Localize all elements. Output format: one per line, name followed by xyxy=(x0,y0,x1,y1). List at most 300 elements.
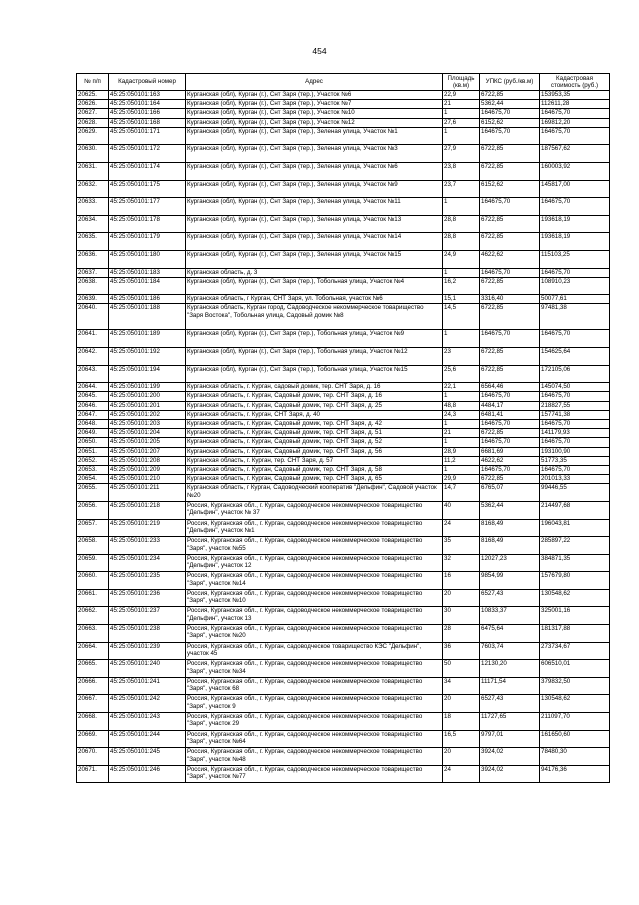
cell-cadastral-number: 45:25:050101:244 xyxy=(109,730,186,748)
cell-row-number: 20647. xyxy=(77,410,109,419)
cell-cadastral-cost: 130548,62 xyxy=(540,589,610,607)
cell-row-number: 20653. xyxy=(77,465,109,474)
cell-upks: 6722,85 xyxy=(480,91,540,100)
table-row xyxy=(77,304,610,330)
cell-row-number: 20661. xyxy=(77,589,109,607)
cell-area: 18 xyxy=(443,713,480,731)
cell-address: Россия, Курганская обл., г. Курган, садоводческое некоммерческое товарищество "Заря", участок 9 xyxy=(186,695,443,713)
cell-upks: 164675,70 xyxy=(480,392,540,401)
cell-row-number: 20637. xyxy=(77,268,109,277)
cell-area: 23,8 xyxy=(443,162,480,180)
cell-address: Курганская (обл), Курган (г.), Снт Заря (тер.), Тобольная улица, Участок №9 xyxy=(186,330,443,348)
cell-area: 35 xyxy=(443,537,480,555)
cell-address: Россия, Курганская обл., г. Курган, садоводческое некоммерческое товарищество "Заря", участок №10 xyxy=(186,589,443,607)
cell-area: 16 xyxy=(443,572,480,590)
cell-area: 28 xyxy=(443,625,480,643)
cell-cadastral-number: 45:25:050101:171 xyxy=(109,127,186,145)
cell-cadastral-cost: 164675,70 xyxy=(540,268,610,277)
cell-row-number: 20642. xyxy=(77,348,109,366)
cell-row-number: 20660. xyxy=(77,572,109,590)
table-row xyxy=(77,589,610,607)
cell-cadastral-number: 45:25:050101:233 xyxy=(109,537,186,555)
table-row xyxy=(77,660,610,678)
cell-upks: 164675,70 xyxy=(480,330,540,348)
table-row xyxy=(77,677,610,695)
cell-address: Россия, Курганская обл., г. Курган, садоводческое некоммерческое товарищество "Дельфин", участок № 37 xyxy=(186,501,443,519)
cell-cadastral-cost: 141179,93 xyxy=(540,429,610,438)
table-row xyxy=(77,180,610,198)
cell-area: 1 xyxy=(443,465,480,474)
cell-upks: 6527,43 xyxy=(480,695,540,713)
cell-area: 27,6 xyxy=(443,118,480,127)
cell-cadastral-number: 45:25:050101:239 xyxy=(109,642,186,660)
table-row xyxy=(77,607,610,625)
cell-address: Курганская (обл), Курган (г.), Снт Заря (тер.), Зеленая улица, Участок №14 xyxy=(186,233,443,251)
cell-cadastral-cost: 97481,38 xyxy=(540,304,610,330)
cell-address: Россия, Курганская обл., г. Курган, садоводческое некоммерческое товарищество "Заря", участок №77 xyxy=(186,765,443,783)
table-row xyxy=(77,410,610,419)
cell-area: 1 xyxy=(443,420,480,429)
cell-cadastral-cost: 325001,16 xyxy=(540,607,610,625)
table-row xyxy=(77,484,610,502)
cell-address: Курганская область, Курган город, Садоводческое некоммерческое товарищество "Заря Востока", Тобольная улица, Садовый домик №8 xyxy=(186,304,443,330)
cell-address: Курганская область, г. Курган, Садовый домик, тер. СНТ Заря, д. 42 xyxy=(186,420,443,429)
cell-row-number: 20641. xyxy=(77,330,109,348)
cell-cadastral-cost: 153953,35 xyxy=(540,91,610,100)
cell-cadastral-number: 45:25:050101:245 xyxy=(109,748,186,766)
cell-upks: 5362,44 xyxy=(480,501,540,519)
cell-area: 14,5 xyxy=(443,304,480,330)
cell-cadastral-cost: 112611,28 xyxy=(540,100,610,109)
cell-row-number: 20627. xyxy=(77,109,109,118)
cell-upks: 164675,70 xyxy=(480,438,540,447)
cell-address: Россия, Курганская обл., г. Курган, садоводческое товарищество КЭС "Дельфин", участок 45 xyxy=(186,642,443,660)
cell-cadastral-number: 45:25:050101:175 xyxy=(109,180,186,198)
cell-cadastral-number: 45:25:050101:183 xyxy=(109,268,186,277)
cell-area: 16,5 xyxy=(443,730,480,748)
cell-upks: 8168,49 xyxy=(480,537,540,555)
cell-cadastral-number: 45:25:050101:203 xyxy=(109,420,186,429)
cell-upks: 164675,70 xyxy=(480,268,540,277)
cell-cadastral-cost: 157741,38 xyxy=(540,410,610,419)
cell-upks: 164675,70 xyxy=(480,109,540,118)
table-row xyxy=(77,519,610,537)
table-row xyxy=(77,713,610,731)
cell-cadastral-cost: 379832,50 xyxy=(540,677,610,695)
cell-cadastral-number: 45:25:050101:219 xyxy=(109,519,186,537)
cell-row-number: 20630. xyxy=(77,145,109,163)
cell-row-number: 20663. xyxy=(77,625,109,643)
cell-cadastral-cost: 50077,61 xyxy=(540,295,610,304)
cell-cadastral-cost: 164675,70 xyxy=(540,420,610,429)
cell-cadastral-number: 45:25:050101:180 xyxy=(109,250,186,268)
table-row xyxy=(77,268,610,277)
cell-cadastral-cost: 218827,55 xyxy=(540,401,610,410)
cell-address: Курганская область, г. Курган, Садовый домик, тер. СНТ Заря, д. 56 xyxy=(186,447,443,456)
cell-area: 22,9 xyxy=(443,91,480,100)
cell-address: Курганская (обл), Курган (г.), Снт Заря (тер.), Зеленая улица, Участок №15 xyxy=(186,250,443,268)
cell-cadastral-cost: 169812,20 xyxy=(540,118,610,127)
table-row xyxy=(77,465,610,474)
cell-area: 40 xyxy=(443,501,480,519)
table-row xyxy=(77,475,610,484)
cell-address: Курганская (обл), Курган (г.), Снт Заря (тер.), Зеленая улица, Участок №1 xyxy=(186,127,443,145)
cell-upks: 6722,85 xyxy=(480,429,540,438)
table-header-row xyxy=(77,74,610,91)
cell-cadastral-number: 45:25:050101:163 xyxy=(109,91,186,100)
cell-address: Курганская (обл), Курган (г.), Снт Заря (тер.), Зеленая улица, Участок №3 xyxy=(186,145,443,163)
header-num: № п/п xyxy=(77,74,109,91)
cell-area: 28,8 xyxy=(443,233,480,251)
cell-upks: 6722,85 xyxy=(480,233,540,251)
cell-area: 28,8 xyxy=(443,215,480,233)
cell-area: 20 xyxy=(443,748,480,766)
cell-address: Курганская (обл), Курган (г.), Снт Заря (тер.), Зеленая улица, Участок №6 xyxy=(186,162,443,180)
cell-cadastral-number: 45:25:050101:168 xyxy=(109,118,186,127)
cell-cadastral-cost: 187567,62 xyxy=(540,145,610,163)
cell-row-number: 20655. xyxy=(77,484,109,502)
cell-address: Курганская (обл), Курган (г.), Снт Заря (тер.), Участок №12 xyxy=(186,118,443,127)
cell-cadastral-number: 45:25:050101:242 xyxy=(109,695,186,713)
cell-area: 36 xyxy=(443,642,480,660)
cell-area: 25,6 xyxy=(443,365,480,383)
cell-address: Россия, Курганская обл., г. Курган, садоводческое некоммерческое товарищество "Дельфин", участок №1 xyxy=(186,519,443,537)
cell-cadastral-cost: 211097,70 xyxy=(540,713,610,731)
cell-row-number: 20649. xyxy=(77,429,109,438)
cell-area: 28,9 xyxy=(443,447,480,456)
cell-cadastral-number: 45:25:050101:207 xyxy=(109,447,186,456)
cell-row-number: 20643. xyxy=(77,365,109,383)
cell-cadastral-number: 45:25:050101:209 xyxy=(109,465,186,474)
cell-cadastral-cost: 201013,33 xyxy=(540,475,610,484)
cell-upks: 11727,65 xyxy=(480,713,540,731)
cell-cadastral-cost: 51773,35 xyxy=(540,456,610,465)
cell-cadastral-number: 45:25:050101:236 xyxy=(109,589,186,607)
cell-upks: 4622,62 xyxy=(480,250,540,268)
table-row xyxy=(77,572,610,590)
header-cadastral: Кадастровый номер xyxy=(109,74,186,91)
cell-cadastral-cost: 164675,70 xyxy=(540,330,610,348)
table-row xyxy=(77,554,610,572)
cell-address: Курганская область, г. Курган, садовый домик, тер. СНТ Заря, д. 16 xyxy=(186,383,443,392)
cell-cadastral-cost: 157679,80 xyxy=(540,572,610,590)
cell-cadastral-cost: 161650,60 xyxy=(540,730,610,748)
cell-cadastral-number: 45:25:050101:218 xyxy=(109,501,186,519)
cell-upks: 6722,85 xyxy=(480,145,540,163)
cell-address: Россия, Курганская обл., г. Курган, садоводческое некоммерческое товарищество "Заря", участок №48 xyxy=(186,748,443,766)
table-row xyxy=(77,118,610,127)
cell-address: Россия, Курганская обл., г. Курган, садоводческое некоммерческое товарищество "Заря", участок 68 xyxy=(186,677,443,695)
cell-cadastral-cost: 164675,70 xyxy=(540,109,610,118)
cell-cadastral-cost: 193618,19 xyxy=(540,233,610,251)
cell-upks: 6527,43 xyxy=(480,589,540,607)
cell-upks: 6475,64 xyxy=(480,625,540,643)
cell-upks: 7603,74 xyxy=(480,642,540,660)
cell-area: 21 xyxy=(443,100,480,109)
cell-row-number: 20625. xyxy=(77,91,109,100)
cell-cadastral-cost: 164675,70 xyxy=(540,465,610,474)
cell-upks: 164675,70 xyxy=(480,198,540,216)
cell-cadastral-cost: 164675,70 xyxy=(540,127,610,145)
cell-cadastral-number: 45:25:050101:208 xyxy=(109,456,186,465)
cell-row-number: 20666. xyxy=(77,677,109,695)
cell-cadastral-cost: 196043,81 xyxy=(540,519,610,537)
cell-cadastral-cost: 164675,70 xyxy=(540,198,610,216)
cell-area: 29,9 xyxy=(443,475,480,484)
cell-cadastral-number: 45:25:050101:202 xyxy=(109,410,186,419)
cell-cadastral-cost: 384871,35 xyxy=(540,554,610,572)
table-row xyxy=(77,429,610,438)
cell-area: 50 xyxy=(443,660,480,678)
cell-address: Курганская (обл), Курган (г.), Снт Заря (тер.), Участок №7 xyxy=(186,100,443,109)
cell-address: Курганская область, г. Курган, Садовый домик, тер. СНТ Заря, д. 52 xyxy=(186,438,443,447)
cell-area: 20 xyxy=(443,695,480,713)
cell-upks: 164675,70 xyxy=(480,420,540,429)
table-row xyxy=(77,145,610,163)
cell-cadastral-number: 45:25:050101:194 xyxy=(109,365,186,383)
cell-row-number: 20639. xyxy=(77,295,109,304)
cell-address: Курганская область, г. Курган, Садовый домик, тер. СНТ Заря, д. 16 xyxy=(186,392,443,401)
cell-area: 16,2 xyxy=(443,277,480,295)
cell-cadastral-number: 45:25:050101:192 xyxy=(109,348,186,366)
table-row xyxy=(77,127,610,145)
cell-row-number: 20669. xyxy=(77,730,109,748)
table-row xyxy=(77,277,610,295)
table-row xyxy=(77,100,610,109)
cell-cadastral-number: 45:25:050101:205 xyxy=(109,438,186,447)
cell-upks: 6722,85 xyxy=(480,162,540,180)
cell-row-number: 20632. xyxy=(77,180,109,198)
cell-row-number: 20659. xyxy=(77,554,109,572)
cell-cadastral-cost: 214497,68 xyxy=(540,501,610,519)
cell-address: Курганская (обл), Курган (г.), Снт Заря (тер.), Зеленая улица, Участок №9 xyxy=(186,180,443,198)
cell-upks: 6722,85 xyxy=(480,304,540,330)
cell-row-number: 20634. xyxy=(77,215,109,233)
cell-upks: 6564,46 xyxy=(480,383,540,392)
table-row xyxy=(77,401,610,410)
cell-row-number: 20662. xyxy=(77,607,109,625)
cell-row-number: 20650. xyxy=(77,438,109,447)
cell-area: 23,7 xyxy=(443,180,480,198)
cell-address: Курганская область, г. Курган, Садовый домик, тер. СНТ Заря, д. 65 xyxy=(186,475,443,484)
table-row xyxy=(77,625,610,643)
table-row xyxy=(77,438,610,447)
table-row xyxy=(77,365,610,383)
cell-cadastral-number: 45:25:050101:240 xyxy=(109,660,186,678)
header-cost: Кадастровая стоимость (руб.) xyxy=(540,74,610,91)
cell-address: Россия, Курганская обл., г. Курган, садоводческое некоммерческое товарищество "Заря", участок №20 xyxy=(186,625,443,643)
cell-cadastral-number: 45:25:050101:241 xyxy=(109,677,186,695)
cell-row-number: 20652. xyxy=(77,456,109,465)
cell-row-number: 20657. xyxy=(77,519,109,537)
cell-area: 1 xyxy=(443,438,480,447)
cell-address: Курганская (обл), Курган (г.), Снт Заря (тер.), Тобольная улица, Участок №4 xyxy=(186,277,443,295)
cell-address: Курганская область, д. 3 xyxy=(186,268,443,277)
header-upks: УПКС (руб./кв.м) xyxy=(480,74,540,91)
cell-area: 30 xyxy=(443,607,480,625)
cell-row-number: 20638. xyxy=(77,277,109,295)
cell-address: Курганская область, г. Курган, Садовый домик, тер. СНТ Заря, д. 58 xyxy=(186,465,443,474)
cell-row-number: 20629. xyxy=(77,127,109,145)
table-row xyxy=(77,537,610,555)
table-row xyxy=(77,456,610,465)
cell-address: Россия, Курганская обл., г. Курган, садоводческое некоммерческое товарищество "Заря", участок №55 xyxy=(186,537,443,555)
cell-row-number: 20667. xyxy=(77,695,109,713)
cell-cadastral-number: 45:25:050101:246 xyxy=(109,765,186,783)
cell-upks: 4622,62 xyxy=(480,456,540,465)
cell-cadastral-number: 45:25:050101:178 xyxy=(109,215,186,233)
cell-row-number: 20645. xyxy=(77,392,109,401)
table-row xyxy=(77,730,610,748)
cell-upks: 8168,49 xyxy=(480,519,540,537)
cell-area: 11,2 xyxy=(443,456,480,465)
cell-upks: 9854,99 xyxy=(480,572,540,590)
table-row xyxy=(77,198,610,216)
cell-cadastral-cost: 78480,30 xyxy=(540,748,610,766)
cell-row-number: 20640. xyxy=(77,304,109,330)
cell-cadastral-number: 45:25:050101:210 xyxy=(109,475,186,484)
cell-area: 23 xyxy=(443,348,480,366)
cell-upks: 6152,62 xyxy=(480,118,540,127)
table-row xyxy=(77,695,610,713)
cell-address: Россия, Курганская обл., г. Курган, садоводческое некоммерческое товарищество "Дельфин", участок 13 xyxy=(186,607,443,625)
cell-cadastral-cost: 273734,67 xyxy=(540,642,610,660)
cell-row-number: 20646. xyxy=(77,401,109,410)
cell-upks: 164675,70 xyxy=(480,127,540,145)
cell-upks: 9797,01 xyxy=(480,730,540,748)
cell-row-number: 20633. xyxy=(77,198,109,216)
table-row xyxy=(77,91,610,100)
cell-cadastral-cost: 99446,55 xyxy=(540,484,610,502)
cell-area: 24,3 xyxy=(443,410,480,419)
cell-area: 24 xyxy=(443,765,480,783)
cell-row-number: 20668. xyxy=(77,713,109,731)
cell-address: Россия, Курганская обл., г. Курган, садоводческое некоммерческое товарищество "Заря", участок 29 xyxy=(186,713,443,731)
table-row xyxy=(77,383,610,392)
cell-row-number: 20626. xyxy=(77,100,109,109)
header-area: Площадь (кв.м) xyxy=(443,74,480,91)
table-row xyxy=(77,162,610,180)
cell-upks: 3316,40 xyxy=(480,295,540,304)
cell-cadastral-number: 45:25:050101:243 xyxy=(109,713,186,731)
cell-upks: 3924,02 xyxy=(480,748,540,766)
cell-cadastral-cost: 154625,64 xyxy=(540,348,610,366)
cell-cadastral-number: 45:25:050101:199 xyxy=(109,383,186,392)
cell-area: 1 xyxy=(443,330,480,348)
cell-upks: 6722,85 xyxy=(480,365,540,383)
cell-row-number: 20654. xyxy=(77,475,109,484)
cell-address: Курганская (обл), Курган (г.), Снт Заря (тер.), Зеленая улица, Участок №13 xyxy=(186,215,443,233)
table-row xyxy=(77,447,610,456)
table-row xyxy=(77,348,610,366)
cell-cadastral-cost: 108910,23 xyxy=(540,277,610,295)
cell-area: 48,8 xyxy=(443,401,480,410)
table-row xyxy=(77,420,610,429)
cell-cadastral-cost: 115103,25 xyxy=(540,250,610,268)
cell-upks: 3924,02 xyxy=(480,765,540,783)
cell-row-number: 20644. xyxy=(77,383,109,392)
cell-area: 24 xyxy=(443,519,480,537)
cell-upks: 6152,62 xyxy=(480,180,540,198)
cell-cadastral-cost: 606510,01 xyxy=(540,660,610,678)
cell-upks: 6681,69 xyxy=(480,447,540,456)
table-row xyxy=(77,109,610,118)
cell-upks: 164675,70 xyxy=(480,465,540,474)
cell-upks: 11171,54 xyxy=(480,677,540,695)
cell-cadastral-number: 45:25:050101:235 xyxy=(109,572,186,590)
cell-cadastral-number: 45:25:050101:211 xyxy=(109,484,186,502)
cell-cadastral-number: 45:25:050101:174 xyxy=(109,162,186,180)
cell-area: 24,9 xyxy=(443,250,480,268)
cell-upks: 6722,85 xyxy=(480,475,540,484)
cell-area: 27,9 xyxy=(443,145,480,163)
cell-cadastral-number: 45:25:050101:188 xyxy=(109,304,186,330)
cell-cadastral-cost: 164675,70 xyxy=(540,392,610,401)
cell-cadastral-number: 45:25:050101:200 xyxy=(109,392,186,401)
cell-cadastral-cost: 130548,62 xyxy=(540,695,610,713)
cell-address: Россия, Курганская обл., г. Курган, садоводческое некоммерческое товарищество "Заря", участок №34 xyxy=(186,660,443,678)
cell-address: Россия, Курганская обл., г. Курган, садоводческое некоммерческое товарищество "Заря", участок №64 xyxy=(186,730,443,748)
cell-cadastral-number: 45:25:050101:184 xyxy=(109,277,186,295)
table-body xyxy=(77,91,610,783)
cell-row-number: 20636. xyxy=(77,250,109,268)
cell-cadastral-number: 45:25:050101:234 xyxy=(109,554,186,572)
cell-row-number: 20635. xyxy=(77,233,109,251)
cell-cadastral-cost: 164675,70 xyxy=(540,438,610,447)
table-row xyxy=(77,295,610,304)
table-row xyxy=(77,765,610,783)
cadastral-register-table xyxy=(76,73,610,783)
header-address: Адрес xyxy=(186,74,443,91)
cell-area: 32 xyxy=(443,554,480,572)
cell-cadastral-number: 45:25:050101:186 xyxy=(109,295,186,304)
cell-area: 1 xyxy=(443,198,480,216)
cell-area: 15,1 xyxy=(443,295,480,304)
cell-row-number: 20671. xyxy=(77,765,109,783)
cell-area: 1 xyxy=(443,127,480,145)
cell-row-number: 20664. xyxy=(77,642,109,660)
cell-address: Россия, Курганская обл., г. Курган, садоводческое некоммерческое товарищество "Заря", участок №14 xyxy=(186,572,443,590)
cell-area: 22,1 xyxy=(443,383,480,392)
cell-address: Курганская (обл), Курган (г.), Снт Заря (тер.), Тобольная улица, Участок №15 xyxy=(186,365,443,383)
cell-row-number: 20658. xyxy=(77,537,109,555)
cell-row-number: 20670. xyxy=(77,748,109,766)
cell-area: 34 xyxy=(443,677,480,695)
cell-cadastral-cost: 193100,90 xyxy=(540,447,610,456)
cell-upks: 12027,23 xyxy=(480,554,540,572)
cell-address: Курганская область, г Курган, СНТ Заря, ул. Тобольная, участок №6 xyxy=(186,295,443,304)
cell-cadastral-number: 45:25:050101:189 xyxy=(109,330,186,348)
cell-cadastral-number: 45:25:050101:177 xyxy=(109,198,186,216)
cell-upks: 4484,17 xyxy=(480,401,540,410)
cell-area: 14,7 xyxy=(443,484,480,502)
cell-cadastral-number: 45:25:050101:238 xyxy=(109,625,186,643)
cell-row-number: 20648. xyxy=(77,420,109,429)
cell-upks: 12130,20 xyxy=(480,660,540,678)
cell-upks: 10833,37 xyxy=(480,607,540,625)
cell-upks: 6765,07 xyxy=(480,484,540,502)
cell-upks: 6722,85 xyxy=(480,277,540,295)
cell-cadastral-cost: 160003,92 xyxy=(540,162,610,180)
cell-cadastral-number: 45:25:050101:166 xyxy=(109,109,186,118)
cell-row-number: 20665. xyxy=(77,660,109,678)
cell-cadastral-cost: 145074,50 xyxy=(540,383,610,392)
table-row xyxy=(77,215,610,233)
table-row xyxy=(77,392,610,401)
page-number: 454 xyxy=(312,46,327,56)
cell-row-number: 20628. xyxy=(77,118,109,127)
cell-cadastral-cost: 94176,36 xyxy=(540,765,610,783)
